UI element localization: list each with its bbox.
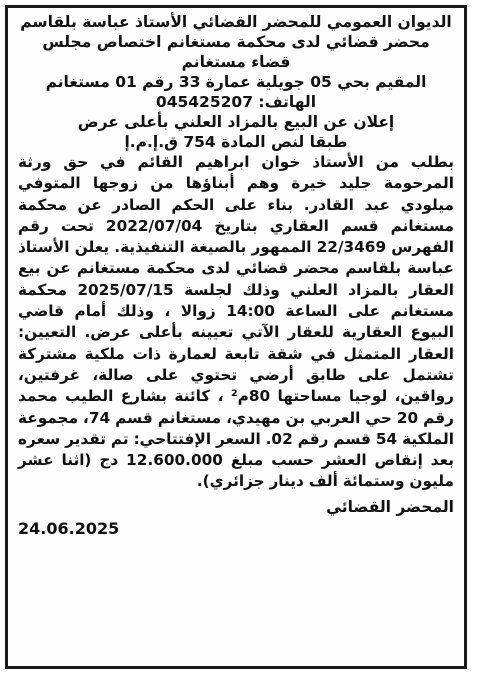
notice-title-line-2: طبقا لنص المادة 754 ق.إ.م.إ [124,133,348,151]
header-line-1: الديوان العمومي للمحضر القضائي الأستاذ عباسة بلقاسم [20,13,452,31]
signature-title: المحضر القضائي [326,497,454,516]
office-address: المقيم بحي 05 جويلية عمارة 33 رقم 01 مستغانم [45,73,427,91]
office-phone: الهاتف: 045425207 [155,93,317,111]
header-line-2: محضر قضائي لدى محكمة مستغانم اختصاص مجلس [42,33,430,51]
notice-title-line-1: إعلان عن البيع بالمزاد العلني بأعلى عرض [77,113,395,131]
notice-body: بطلب من الأستاذ خوان ابراهيم القائم في حق ورثة المرحومة جليد خيرة وهم أبناؤها من زوجها المتوفي ميلودي عبد القادر. بناء على الحكم الصادر عن محكمة مستغانم قسم العقاري بتاريخ 2022/07/04 تحت رقم الفهرس 22/3469 الممهور بالصيغة التنفيذية. يعلن الأستاذ عباسة بلقاسم محضر قضائي لدى محكمة مستغانم عن بيع العقار بالمزاد العلني وذلك لجلسة 2025/07/15 محكمة مستغانم على الساعة 14:00 زوالا ، وذلك أمام قاضي البيوع العقارية للعقار الآتي تعيينه بأعلى عرض. التعيين: العقار المتمثل في شقة تابعة لعمارة ذات ملكية مشتركة تشتمل على طابق أرضي تحتوي على صالة، غرفتين، رواقين، لوجيا مساحتها 80م² ، كائنة بشارع الطيب محمد رقم 20 حي العربي بن مهيدي، مستغانم قسم 74، مجموعة الملكية 54 قسم رقم 02. السعر الإفتتاحي: تم تقدير سعره بعد إنقاص العشر حسب مبلغ 12.600.000 دج (اثنا عشر مليون وستمائة ألف دينار جزائري). [18,153,454,491]
legal-notice-frame [5,5,467,669]
notice-date: 24.06.2025 [18,518,120,538]
header-line-3: قضاء مستغانم [181,53,291,71]
